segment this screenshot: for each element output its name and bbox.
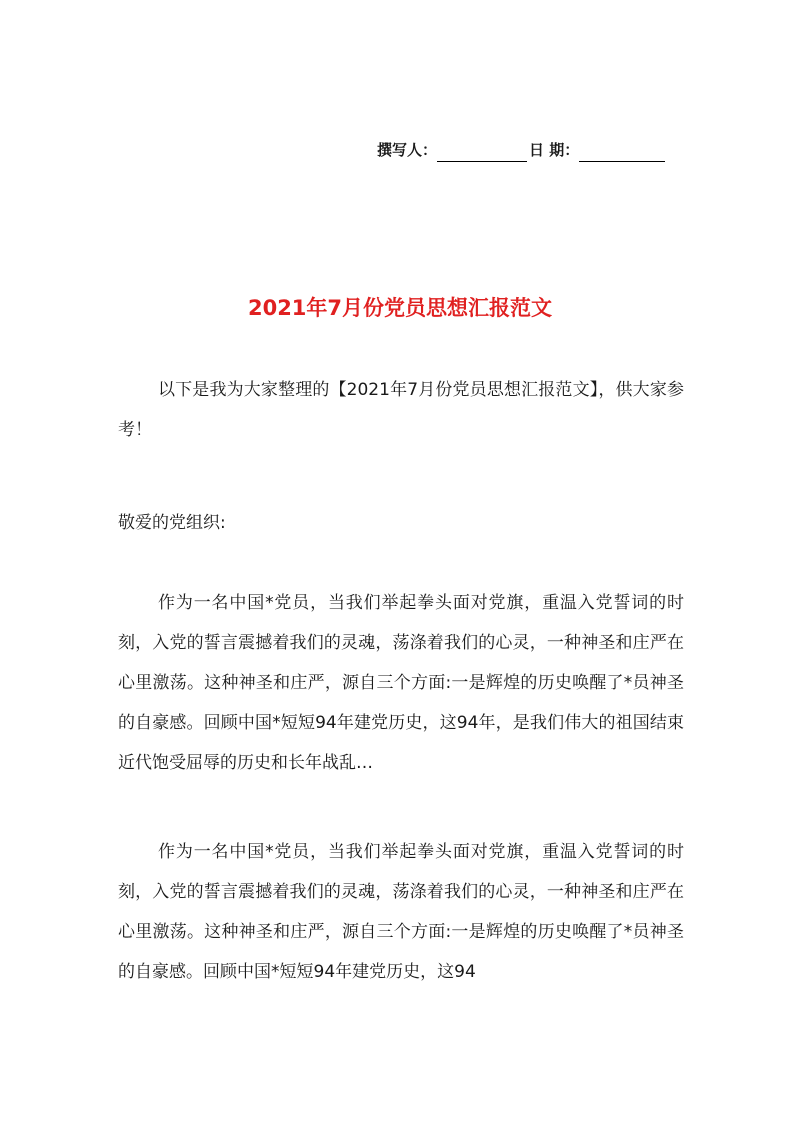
header-meta — [377, 138, 687, 162]
document-title: 2021年7月份党员思想汇报范文 — [247, 296, 553, 320]
body-paragraph-1: 作为一名中国*党员，当我们举起拳头面对党旗，重温入党誓词的时刻，入党的誓言震撼着我们的灵魂，荡涤着我们的心灵，一种神圣和庄严在心里激荡。这种神圣和庄严，源自三个方面:一是辉煌的历史唤醒了*员神圣的自豪感。回顾中国*短短94年建党历史，这94年，是我们伟大的祖国结束近代饱受屈辱的历史和长年战乱… — [118, 593, 684, 773]
intro-block — [118, 370, 684, 450]
body-block-2 — [118, 832, 684, 992]
salutation-block — [118, 503, 684, 543]
date-label: 日 期： — [529, 141, 580, 159]
author-blank-line — [437, 143, 527, 162]
body-paragraph-2: 作为一名中国*党员，当我们举起拳头面对党旗，重温入党誓词的时刻，入党的誓言震撼着我们的灵魂，荡涤着我们的心灵，一种神圣和庄严在心里激荡。这种神圣和庄严，源自三个方面:一是辉煌的历史唤醒了*员神圣的自豪感。回顾中国*短短94年建党历史，这94 — [118, 842, 684, 982]
body-block-1 — [118, 583, 684, 783]
intro-paragraph: 以下是我为大家整理的【2021年7月份党员思想汇报范文】，供大家参考！ — [118, 380, 684, 440]
date-blank-line — [579, 143, 665, 162]
author-label: 撰写人： — [377, 141, 438, 159]
salutation: 敬爱的党组织: — [118, 513, 226, 533]
